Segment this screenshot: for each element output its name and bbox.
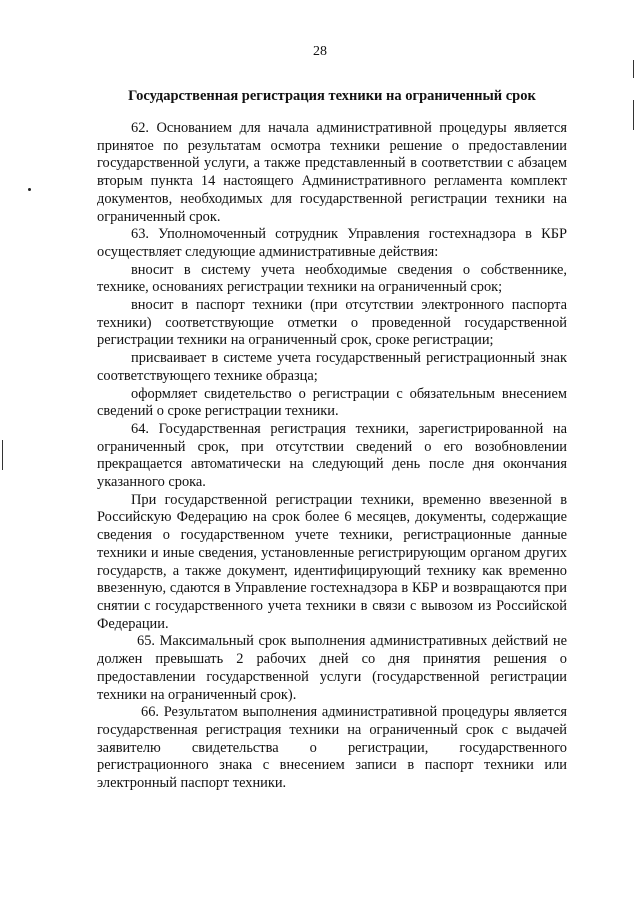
list-item-issue-certificate: оформляет свидетельство о регистрации с обязательным внесением сведений о сроке регистрации техники. [97, 385, 567, 420]
scan-edge-mark [633, 100, 634, 130]
paragraph-64: 64. Государственная регистрация техники, зарегистрированной на ограниченный срок, при отсутствии сведений о его возобновлении прекращается автоматически на следующий день после дня окончания указанного срока. [97, 420, 567, 491]
list-item-assign-plate: присваивает в системе учета государственный регистрационный знак соответствующего технике образца; [97, 350, 567, 384]
paragraph-66: 66. Результатом выполнения административной процедуры является государственная регистрация техники на ограниченный срок с выдачей заявителю свидетельства о регистрации, государственного регистрационного знака с внесением записи в паспорт техники или электронный паспорт техники. [97, 704, 567, 792]
page-number: 28 [313, 44, 327, 59]
list-item-record-info: вносит в систему учета необходимые сведения о собственнике, технике, основаниях регистрации техники на ограниченный срок; [97, 261, 567, 296]
paragraph-63: 63. Уполномоченный сотрудник Управления гостехнадзора в КБР осуществляет следующие административные действия: [97, 226, 567, 260]
document-body [97, 120, 567, 793]
list-item-passport-marks: вносит в паспорт техники (при отсутствии электронного паспорта техники) соответствующие отметки о проведенной государственной регистрации техники на ограниченный срок, сроке регистрации; [97, 297, 567, 349]
paragraph-62: 62. Основанием для начала административной процедуры является принятое по результатам осмотра техники решение о предоставлении государственной услуги, а также представленный в соответствии с абзацем вторым пункта 14 настоящего Административного регламента комплект документов, необходимых для государственной регистрации техники на ограниченный срок. [97, 120, 567, 225]
scan-speck [28, 188, 31, 191]
scan-edge-mark [2, 440, 3, 470]
scan-edge-mark [633, 60, 634, 78]
section-title: Государственная регистрация техники на ограниченный срок [128, 88, 536, 104]
paragraph-temporary-import: При государственной регистрации техники, временно ввезенной в Российскую Федерацию на срок более 6 месяцев, документы, содержащие сведения о государственном учете техники, регистрационные данные техники и иные сведения, установленные регистрирующим органом других государств, а также документ, идентифицирующий технику как временно ввезенную, сдаются в Управление гостехнадзора в КБР и возвращаются при снятии с государственного учета техники в связи с вывозом из Российской Федерации. [97, 491, 567, 632]
paragraph-65: 65. Максимальный срок выполнения административных действий не должен превышать 2 рабочих дней со дня принятия решения о предоставлении государственной услуги (государственной регистрации техники на ограниченный срок). [97, 633, 567, 703]
